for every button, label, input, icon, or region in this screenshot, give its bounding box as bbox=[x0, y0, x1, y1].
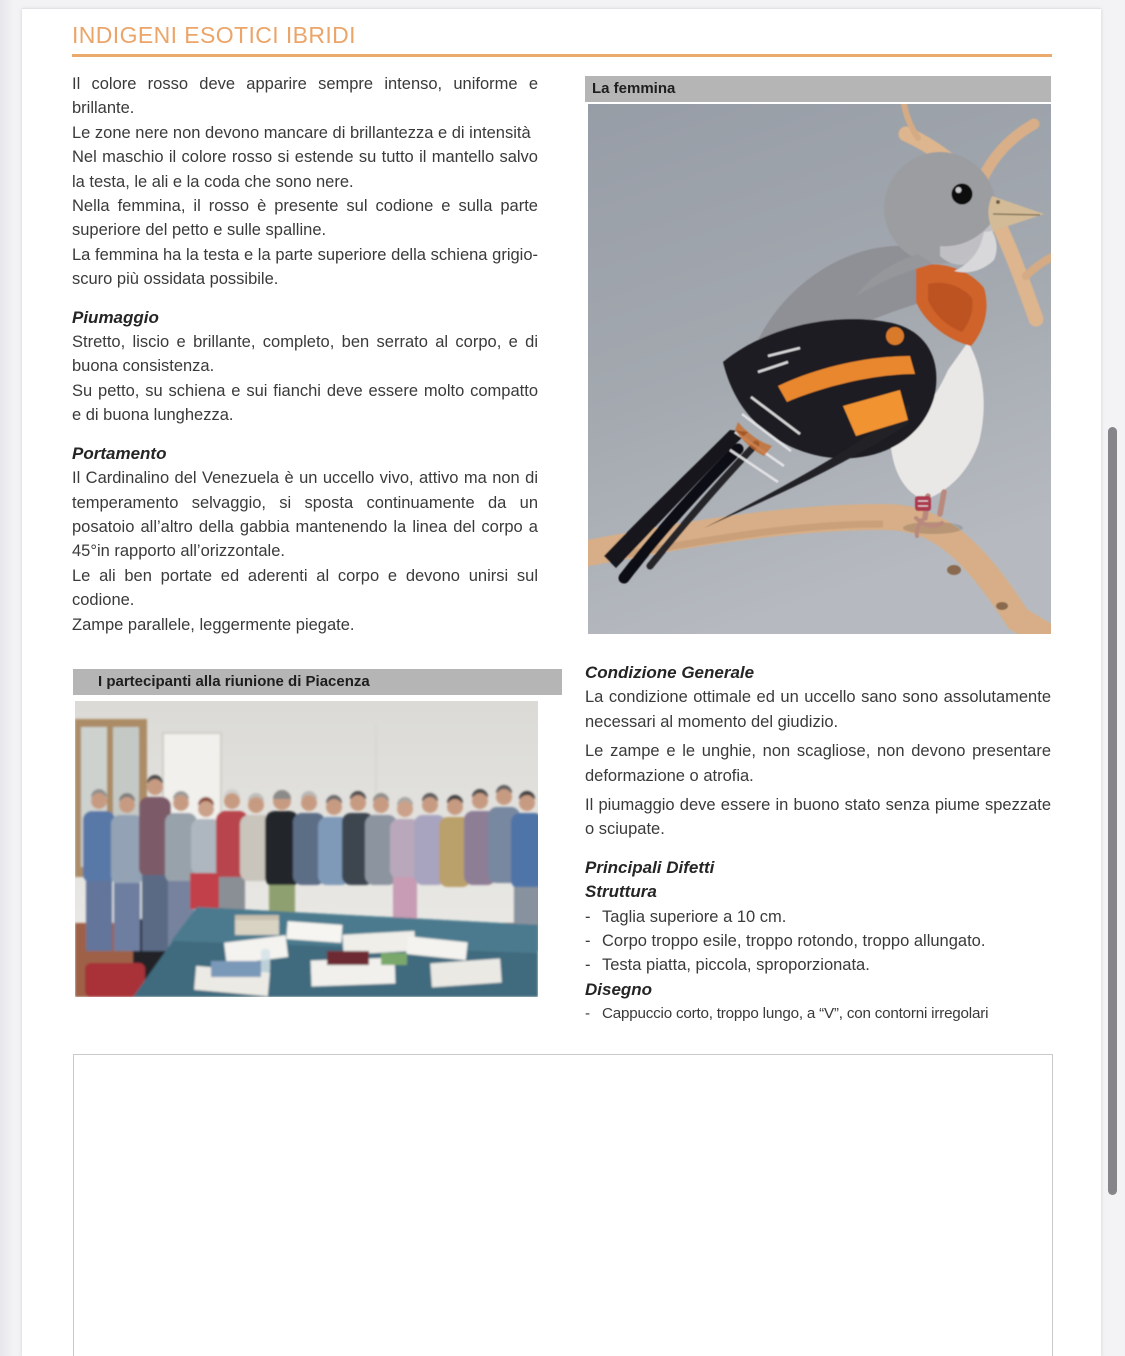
page-header bbox=[72, 22, 1052, 57]
bullet-dash: - bbox=[585, 932, 591, 951]
page-title: INDIGENI ESOTICI IBRIDI bbox=[72, 22, 356, 48]
photo-caption-bar bbox=[585, 76, 1051, 102]
body-paragraph: Nel maschio il colore rosso si estende su tutto il mantello salvo la testa, le ali e la coda che sono nere. bbox=[72, 148, 538, 191]
magazine-page bbox=[22, 8, 1101, 1356]
left-column bbox=[72, 72, 538, 637]
empty-content-box bbox=[73, 1054, 1053, 1356]
body-paragraph: Le zone nere non devono mancare di brillantezza e di intensità bbox=[72, 123, 531, 142]
body-paragraph: Nella femmina, il rosso è presente sul codione e sulla parte superiore del petto e sulle spalline. bbox=[72, 197, 538, 240]
bullet-dash: - bbox=[585, 1005, 590, 1023]
bullet-dash: - bbox=[585, 907, 591, 926]
section-heading-condizione: Condizione Generale bbox=[585, 663, 755, 682]
section-heading-difetti: Principali Difetti bbox=[585, 857, 715, 877]
body-paragraph: Le ali ben portate ed aderenti al corpo e devono unirsi sul codione. bbox=[72, 566, 538, 610]
list-item bbox=[585, 953, 1051, 977]
body-paragraph: Su petto, su schiena e sui fianchi deve essere molto compatto e di buona lunghezza. bbox=[72, 381, 538, 425]
body-paragraph: Zampe parallele, leggermente piegate. bbox=[72, 615, 355, 634]
list-item bbox=[585, 929, 1051, 953]
bullet-dash: - bbox=[585, 956, 591, 975]
section-heading-piumaggio: Piumaggio bbox=[72, 307, 159, 327]
photo-caption: La femmina bbox=[592, 80, 676, 97]
body-paragraph: Il Cardinalino del Venezuela è un uccello vivo, attivo ma non di temperamento selvaggio, si sposta continuamente da un posatoio all’altro della gabbia mantenendo la linea del corpo a 45°in rapporto all’orizzontale. bbox=[72, 469, 538, 561]
list-item bbox=[585, 1002, 1051, 1026]
list-item-text: Cappuccio corto, troppo lungo, a “V”, con contorni irregolari bbox=[602, 1005, 989, 1023]
list-item bbox=[585, 905, 1051, 929]
scrollbar-thumb[interactable] bbox=[1108, 427, 1117, 1195]
bird-photo bbox=[588, 104, 1051, 634]
body-paragraph: Il piumaggio deve essere in buono stato senza piume spezzate o sciupate. bbox=[585, 796, 1051, 839]
body-paragraph: La femmina ha la testa e la parte superiore della schiena grigio-scuro più ossidata possibile. bbox=[72, 245, 538, 289]
body-paragraph: Il colore rosso deve apparire sempre intenso, uniforme e brillante. bbox=[72, 75, 538, 118]
right-column bbox=[585, 661, 1051, 1027]
section-heading-struttura: Struttura bbox=[585, 882, 657, 902]
body-paragraph: Stretto, liscio e brillante, completo, ben serrato al corpo, e di buona consistenza. bbox=[72, 333, 538, 376]
section-heading-portamento: Portamento bbox=[72, 443, 167, 463]
header-rule bbox=[72, 54, 1052, 57]
body-paragraph: La condizione ottimale ed un uccello sano sono assolutamente necessari al momento del giudizio. bbox=[585, 688, 1051, 731]
list-item-text: Corpo troppo esile, troppo rotondo, troppo allungato. bbox=[602, 932, 986, 951]
photo-caption: I partecipanti alla riunione di Piacenza bbox=[98, 673, 370, 690]
group-photo bbox=[75, 701, 538, 997]
section-heading-disegno: Disegno bbox=[585, 979, 653, 999]
body-paragraph: Le zampe e le unghie, non scagliose, non devono presentare deformazione o atrofia. bbox=[585, 742, 1051, 785]
list-item-text: Taglia superiore a 10 cm. bbox=[602, 907, 787, 926]
photo-caption-bar bbox=[73, 669, 562, 695]
list-item-text: Testa piatta, piccola, sproporzionata. bbox=[602, 956, 870, 975]
